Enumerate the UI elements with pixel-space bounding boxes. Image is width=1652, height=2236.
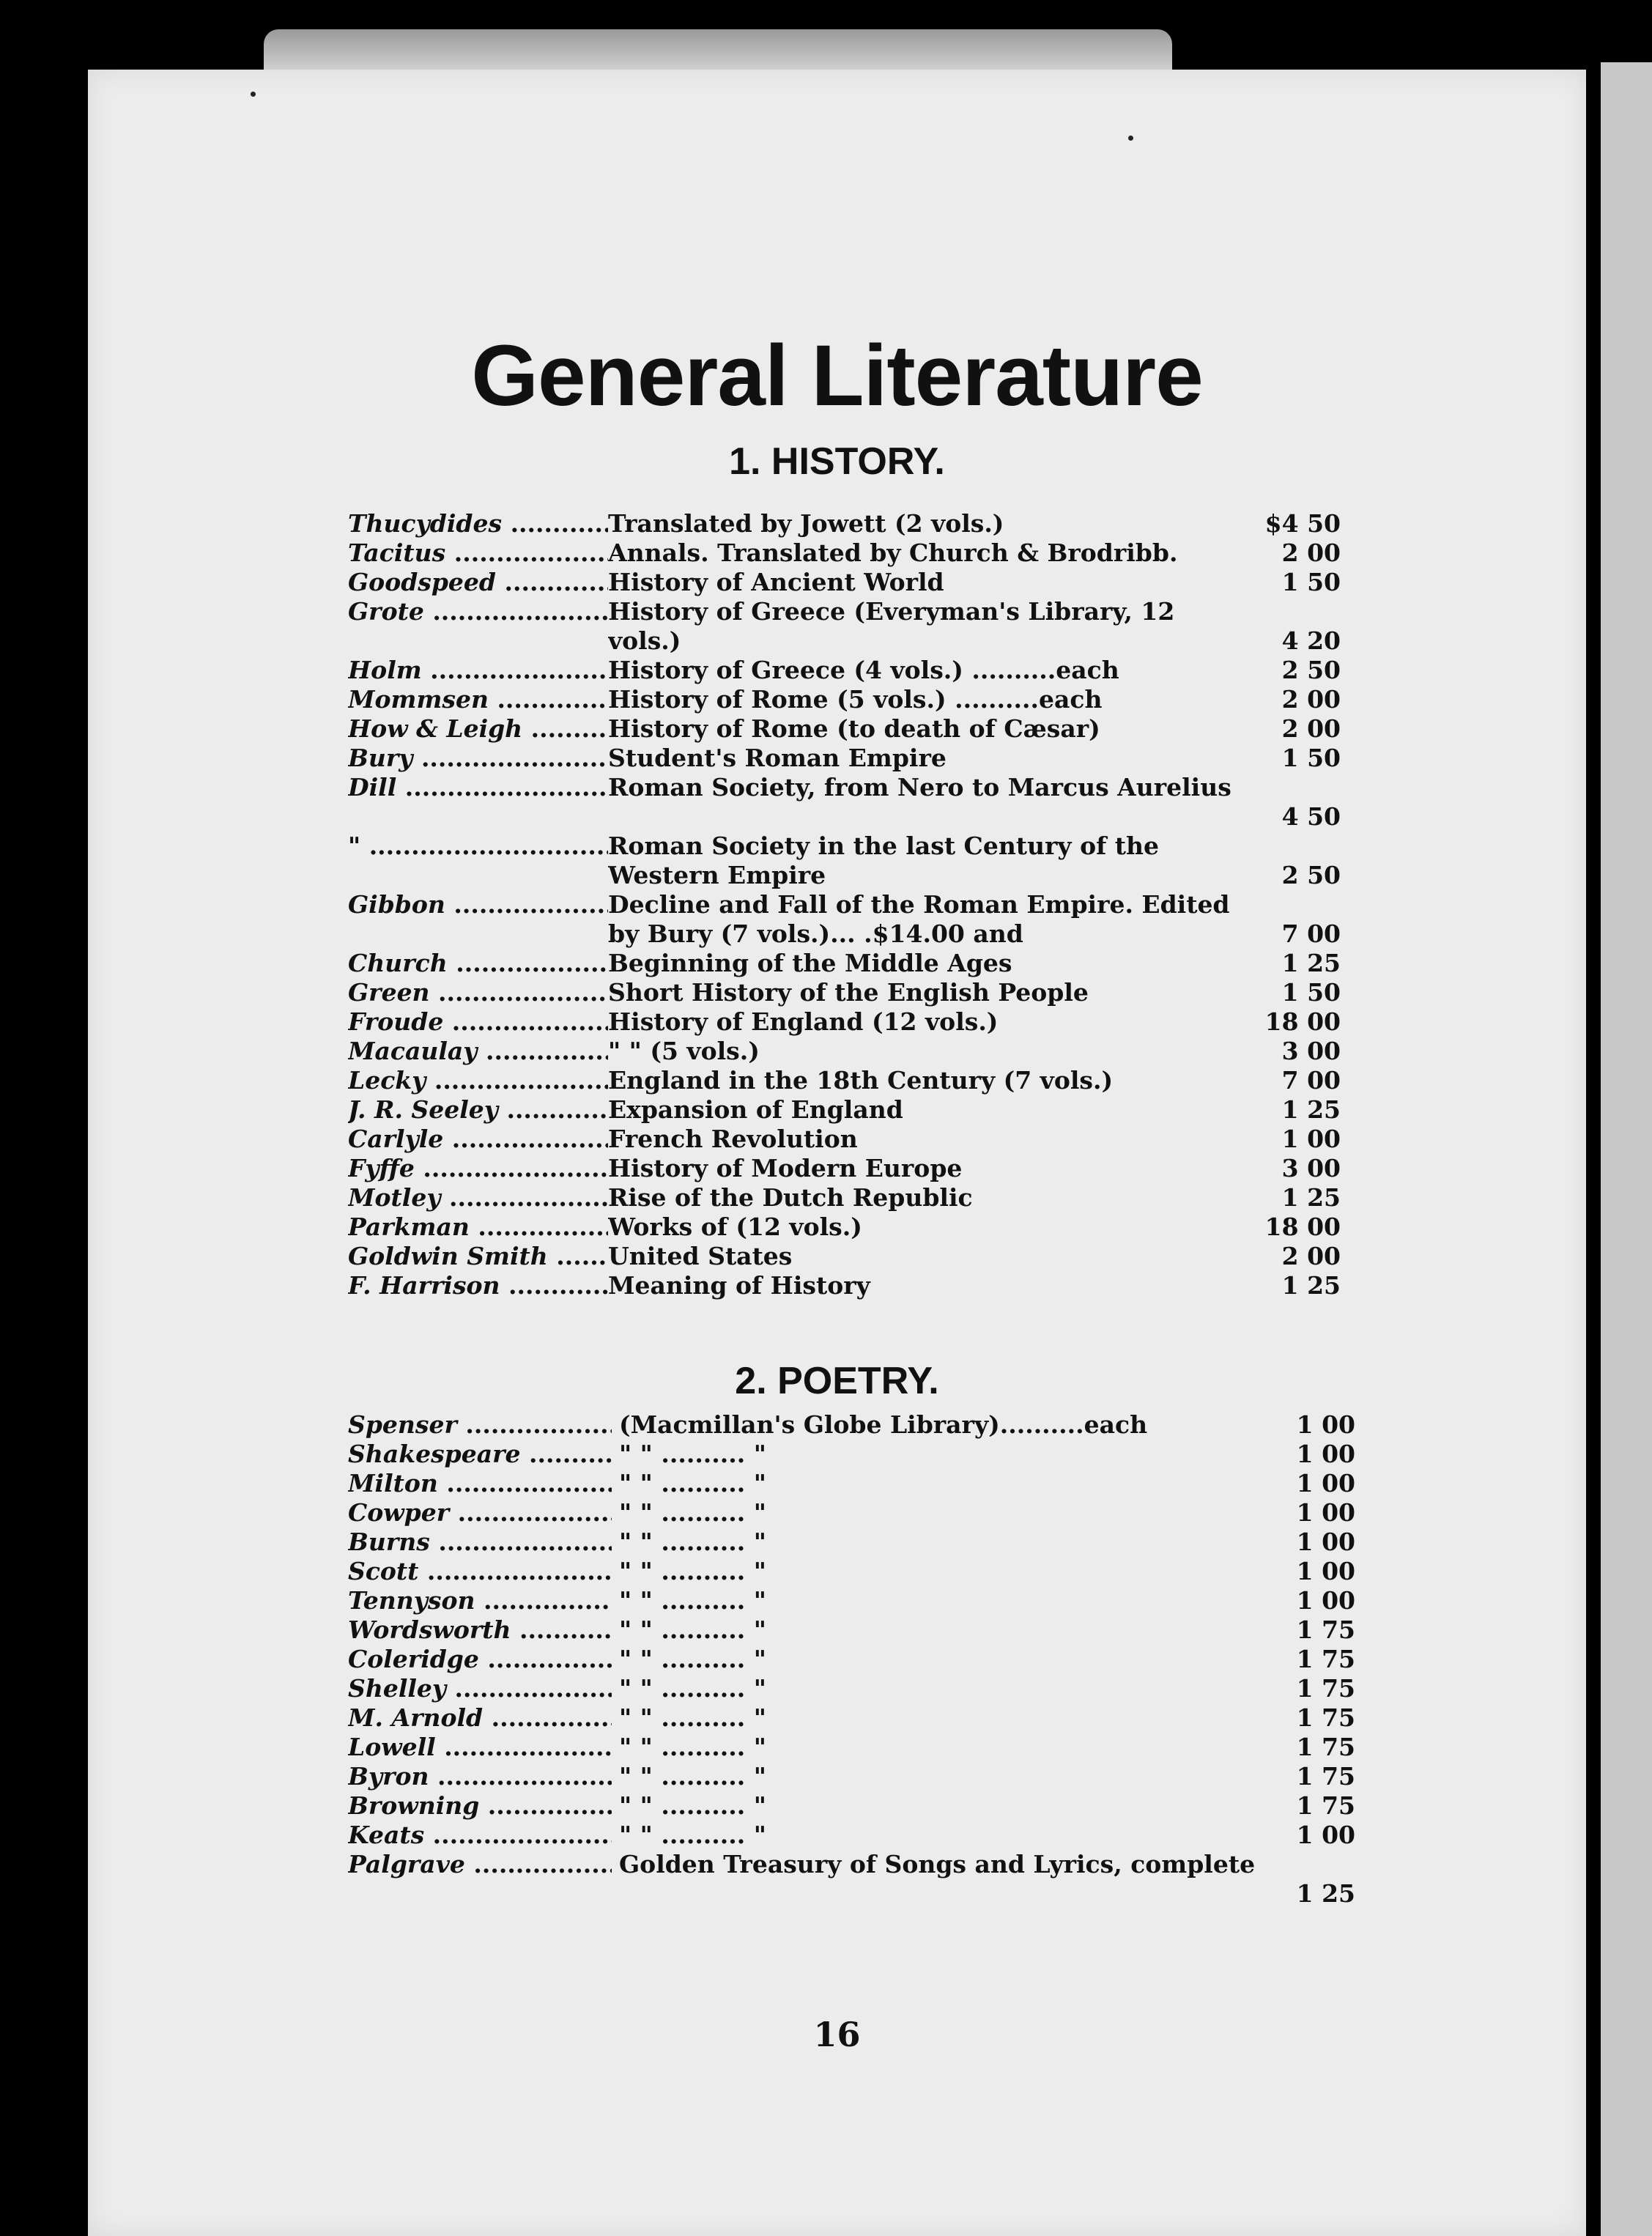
list-item [348,656,1447,685]
price: 1 75 [1296,1615,1355,1644]
history-heading: 1. HISTORY. [729,440,945,483]
list-item [348,773,1447,832]
description: " " .......... " [619,1645,766,1673]
print-speck [1128,136,1133,141]
price: 1 00 [1296,1557,1355,1585]
price: 1 00 [1296,1528,1355,1556]
price: 7 00 [1281,1066,1341,1095]
author: M. Arnold ..... [348,1703,612,1733]
list-item [348,1440,1447,1469]
description: Golden Treasury of Songs and Lyrics, complete [619,1850,1256,1878]
author: Coleridge ..... [348,1645,612,1674]
list-item [348,538,1447,568]
author: Wordsworth ..... [348,1615,612,1645]
description: England in the 18th Century (7 vols.) [608,1066,1114,1095]
list-item [348,1791,1447,1821]
list-item [348,1850,1447,1909]
price: 2 50 [1281,861,1341,889]
author: " ..... [348,832,608,861]
description: Meaning of History [608,1271,870,1300]
book-page [88,70,1586,2236]
poetry-list [348,1410,1447,1909]
price: 2 00 [1281,1242,1341,1270]
list-item [348,1154,1447,1183]
author: How & Leigh ..... [348,714,608,744]
description: " " .......... " [619,1528,766,1556]
description: History of Modern Europe [608,1154,963,1182]
author: Goldwin Smith ..... [348,1242,608,1271]
description: " " .......... " [619,1674,766,1703]
author: Goodspeed ..... [348,568,608,597]
price: 1 25 [1281,1095,1341,1124]
description: Works of (12 vols.) [608,1213,862,1241]
author: Gibbon ..... [348,890,608,919]
description: Annals. Translated by Church & Brodribb. [608,538,1178,567]
price: 1 25 [1281,1271,1341,1300]
price: 2 00 [1281,538,1341,567]
price: 1 75 [1296,1733,1355,1761]
author: Lowell ..... [348,1733,612,1762]
list-item [348,1821,1447,1850]
author: Spenser ..... [348,1410,612,1440]
author: Thucydides ..... [348,509,608,538]
list-item [348,1066,1447,1095]
list-item [348,1242,1447,1271]
description: Roman Society, from Nero to Marcus Aurelius [608,773,1231,802]
price: 1 75 [1296,1645,1355,1673]
list-item [348,1213,1447,1242]
list-item [348,1271,1447,1300]
description: History of Greece (4 vols.) ..........each [608,656,1119,684]
description: " " .......... " [619,1498,766,1527]
page-title: General Literature [471,327,1203,424]
description: Translated by Jowett (2 vols.) [608,509,1004,538]
author: Mommsen ..... [348,685,608,714]
description: " " .......... " [619,1762,766,1791]
list-item [348,1095,1447,1125]
list-item [348,949,1447,978]
price: 1 00 [1296,1440,1355,1468]
price: 1 75 [1296,1762,1355,1791]
description: " " .......... " [619,1440,766,1468]
list-item [348,685,1447,714]
author: Milton ..... [348,1469,612,1498]
list-item [348,1007,1447,1037]
list-item [348,744,1447,773]
description: " " (5 vols.) [608,1037,760,1065]
description: French Revolution [608,1125,858,1153]
next-page-edge [1601,62,1652,2236]
price: 7 00 [1281,919,1341,948]
author: Froude ..... [348,1007,608,1037]
price: 2 00 [1281,685,1341,714]
list-item [348,1469,1447,1498]
price: 1 25 [1296,1879,1355,1908]
page-top-edge [264,29,1172,70]
author: Shakespeare ..... [348,1440,612,1469]
price: 1 50 [1281,568,1341,596]
price: 1 25 [1281,1183,1341,1212]
list-item [348,509,1447,538]
list-item [348,890,1447,949]
description: " " .......... " [619,1586,766,1615]
description: History of England (12 vols.) [608,1007,999,1036]
author: Tacitus ..... [348,538,608,568]
price: 4 50 [1281,802,1341,831]
description: " " .......... " [619,1615,766,1644]
author: Bury ..... [348,744,608,773]
author: Burns ..... [348,1528,612,1557]
list-item [348,1762,1447,1791]
description: " " .......... " [619,1469,766,1498]
price: 1 50 [1281,744,1341,772]
description: History of Rome (5 vols.) ..........each [608,685,1103,714]
author: Carlyle ..... [348,1125,608,1154]
price: 1 00 [1296,1821,1355,1849]
list-item [348,832,1447,890]
list-item [348,978,1447,1007]
author: Fyffe ..... [348,1154,608,1183]
author: Motley ..... [348,1183,608,1213]
price: 18 00 [1264,1007,1341,1036]
author: Byron ..... [348,1762,612,1791]
author: Lecky ..... [348,1066,608,1095]
author: F. Harrison ..... [348,1271,608,1300]
list-item [348,597,1447,656]
description: History of Ancient World [608,568,944,596]
description: Expansion of England [608,1095,903,1124]
price: 3 00 [1281,1154,1341,1182]
price: 1 25 [1281,949,1341,977]
author: Browning ..... [348,1791,612,1821]
author: Holm ..... [348,656,608,685]
history-list [348,509,1447,1300]
price: 1 00 [1296,1498,1355,1527]
list-item [348,1674,1447,1703]
price: 3 00 [1281,1037,1341,1065]
description: " " .......... " [619,1791,766,1820]
list-item [348,1037,1447,1066]
price: 1 00 [1281,1125,1341,1153]
description: " " .......... " [619,1703,766,1732]
description: " " .......... " [619,1821,766,1849]
list-item [348,1615,1447,1645]
description: " " .......... " [619,1733,766,1761]
list-item [348,568,1447,597]
poetry-heading: 2. POETRY. [735,1360,939,1402]
description: Rise of the Dutch Republic [608,1183,973,1212]
price: 1 00 [1296,1469,1355,1498]
author: Green ..... [348,978,608,1007]
author: Church ..... [348,949,608,978]
author: Palgrave ..... [348,1850,612,1879]
description: Student's Roman Empire [608,744,947,772]
price: 1 00 [1296,1586,1355,1615]
price: 1 50 [1281,978,1341,1007]
description: Decline and Fall of the Roman Empire. Edited by Bury (7 vols.)... .$14.00 and [608,890,1230,948]
list-item [348,1733,1447,1762]
page-number: 16 [813,2015,861,2054]
list-item [348,714,1447,744]
list-item [348,1498,1447,1528]
author: Scott ..... [348,1557,612,1586]
author: Grote ..... [348,597,608,626]
description: " " .......... " [619,1557,766,1585]
author: Keats ..... [348,1821,612,1850]
author: Shelley ..... [348,1674,612,1703]
list-item [348,1528,1447,1557]
author: J. R. Seeley ..... [348,1095,608,1125]
print-speck [251,92,256,97]
author: Tennyson ..... [348,1586,612,1615]
description: Roman Society in the last Century of the Western Empire [608,832,1160,889]
list-item [348,1557,1447,1586]
price: 2 00 [1281,714,1341,743]
list-item [348,1645,1447,1674]
price: 1 75 [1296,1791,1355,1820]
list-item [348,1183,1447,1213]
description: (Macmillan's Globe Library)..........each [619,1410,1148,1439]
price: $4 50 [1264,509,1341,538]
price: 1 75 [1296,1674,1355,1703]
price: 4 20 [1281,626,1341,655]
description: Beginning of the Middle Ages [608,949,1012,977]
author: Parkman ..... [348,1213,608,1242]
description: History of Rome (to death of Cæsar) [608,714,1100,743]
list-item [348,1586,1447,1615]
list-item [348,1125,1447,1154]
description: History of Greece (Everyman's Library, 12 vols.) [608,597,1175,655]
author: Macaulay ..... [348,1037,608,1066]
price: 18 00 [1264,1213,1341,1241]
description: Short History of the English People [608,978,1089,1007]
description: United States [608,1242,793,1270]
price: 2 50 [1281,656,1341,684]
author: Dill ..... [348,773,608,802]
price: 1 00 [1296,1410,1355,1439]
author: Cowper ..... [348,1498,612,1528]
list-item [348,1410,1447,1440]
price: 1 75 [1296,1703,1355,1732]
list-item [348,1703,1447,1733]
